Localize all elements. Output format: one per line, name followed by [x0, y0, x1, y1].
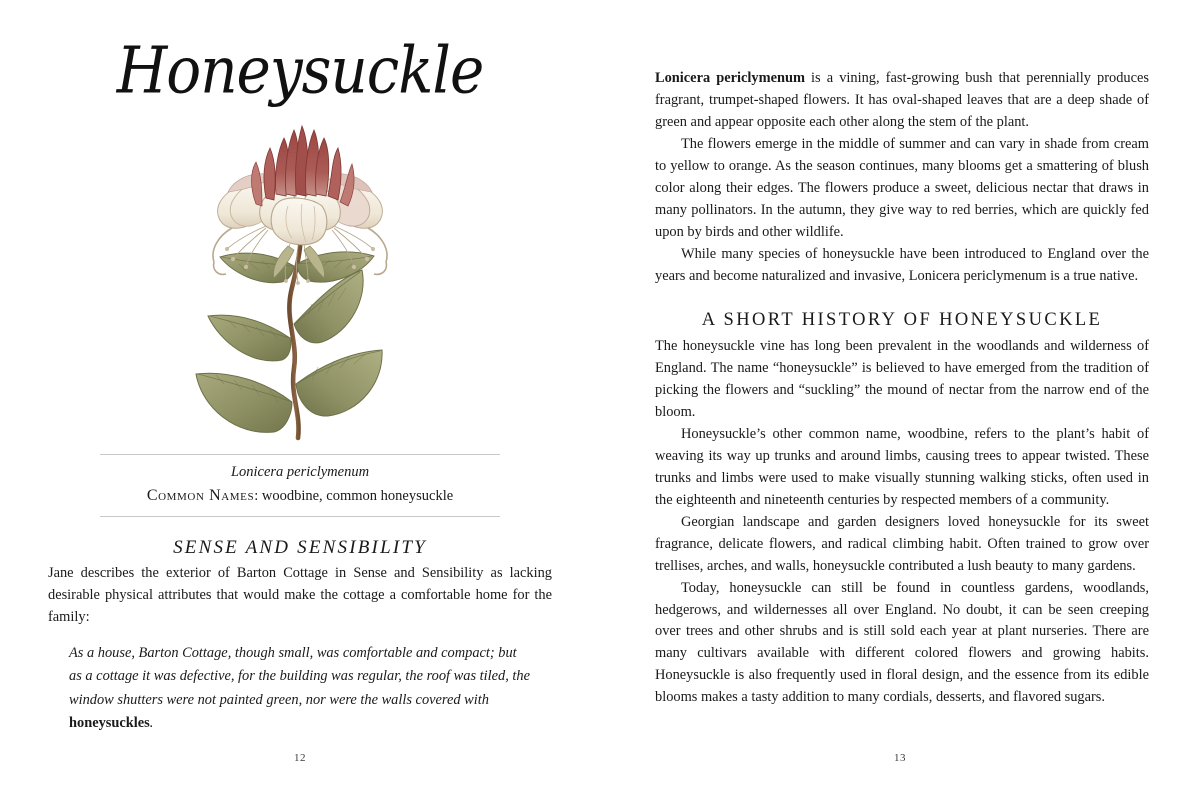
paragraph-intro-rest: is a vining, fast-growing bush that perennially produces fragrant, trumpet-shaped flowers. It has oval-shaped leaves that are a deep shade of green and appear opposite each other along the stem of the plant.	[655, 70, 1149, 130]
section-heading-short-history: A SHORT HISTORY OF HONEYSUCKLE	[701, 309, 1103, 330]
leaf-lower-right	[296, 350, 382, 416]
honeysuckle-illustration	[170, 116, 430, 446]
paragraph-history-woodbine: Honeysuckle’s other common name, woodbine, refers to the plant’s habit of weaving its way up trunks and around limbs, causing trees to appear twisted. These trunks and limbs were used to make visually stunning walking sticks, often used in the eighteenth and nineteenth centuries by respected members of a community.	[655, 425, 1149, 508]
leaf-mid-left	[208, 315, 291, 361]
right-column-body	[655, 68, 1149, 709]
caption-block	[100, 454, 500, 517]
quote-text-part1: As a house, Barton Cottage, though small, was comfortable and compact; but as a cottage it was defective, for the building was regular, the roof was tiled, the window shutters were not painted green, nor were the walls covered with	[69, 645, 530, 708]
flower-buds	[252, 126, 355, 206]
right-page	[600, 0, 1200, 800]
quote-text-part2: .	[149, 715, 154, 732]
common-names-label: Common Names	[146, 487, 255, 505]
austen-blockquote	[69, 642, 531, 735]
paragraph-history-today: Today, honeysuckle can still be found in countless gardens, woodlands, hedgerows, and wildernesses all over England. No doubt, it can be seen creeping over trees and other shrubs and is still sold each year at plant nurseries. There are many cultivars available with different colored flowers and growing habits. Honeysuckle is also frequently used in floral design, and the essence from its edible blooms makes a tasty addition to many cordials, desserts, and flavored sugars.	[655, 579, 1149, 706]
paragraph-history-origin: The honeysuckle vine has long been prevalent in the woodlands and wilderness of England. The name “honeysuckle” is believed to have emerged from the tradition of picking the flowers and “suckling” the mound of nectar from the narrow end of the bloom.	[655, 337, 1149, 420]
illustration-container	[0, 116, 600, 446]
caption-latin-name: Lonicera periclymenum	[230, 464, 370, 480]
sense-and-sensibility-intro: Jane describes the exterior of Barton Cottage in Sense and Sensibility as lacking desirable physical attributes that would make the cottage a comfortable home for the family:	[48, 565, 552, 626]
species-name-bold: Lonicera periclymenum	[655, 70, 805, 86]
common-names-value: woodbine, common honeysuckle	[261, 488, 454, 505]
folio-right: 13	[894, 752, 906, 764]
paragraph-native: While many species of honeysuckle have been introduced to England over the years and become naturalized and invasive, Lonicera periclymenum is a true native.	[655, 245, 1149, 284]
leaf-lower-left	[196, 373, 292, 432]
folio-left: 12	[294, 752, 306, 764]
caption-common-names	[100, 484, 500, 508]
paragraph-intro	[655, 68, 1149, 134]
section-heading-sense-and-sensibility: SENSE AND SENSIBILITY	[173, 537, 427, 559]
flower-central-bell	[271, 198, 327, 245]
page-title: Honeysuckle	[116, 31, 484, 109]
paragraph-flowers: The flowers emerge in the middle of summer and can vary in shade from cream to yellow to orange. As the season continues, many blooms get a smattering of blush color along their edges. The flowers produce a sweet, delicious nectar that draws in many pollinators. In the autumn, they give way to red berries, which are quickly fed upon by birds and other wildlife.	[655, 135, 1149, 240]
common-names-colon: :	[254, 488, 262, 505]
quote-bold-word: honeysuckles	[69, 715, 150, 732]
paragraph-history-georgian: Georgian landscape and garden designers loved honeysuckle for its sweet fragrance, delicate flowers, and radical climbing habit. Often trained to grow over trellises, arches, and walls, honeysuckle contributed a lush beauty to many gardens.	[655, 513, 1149, 574]
